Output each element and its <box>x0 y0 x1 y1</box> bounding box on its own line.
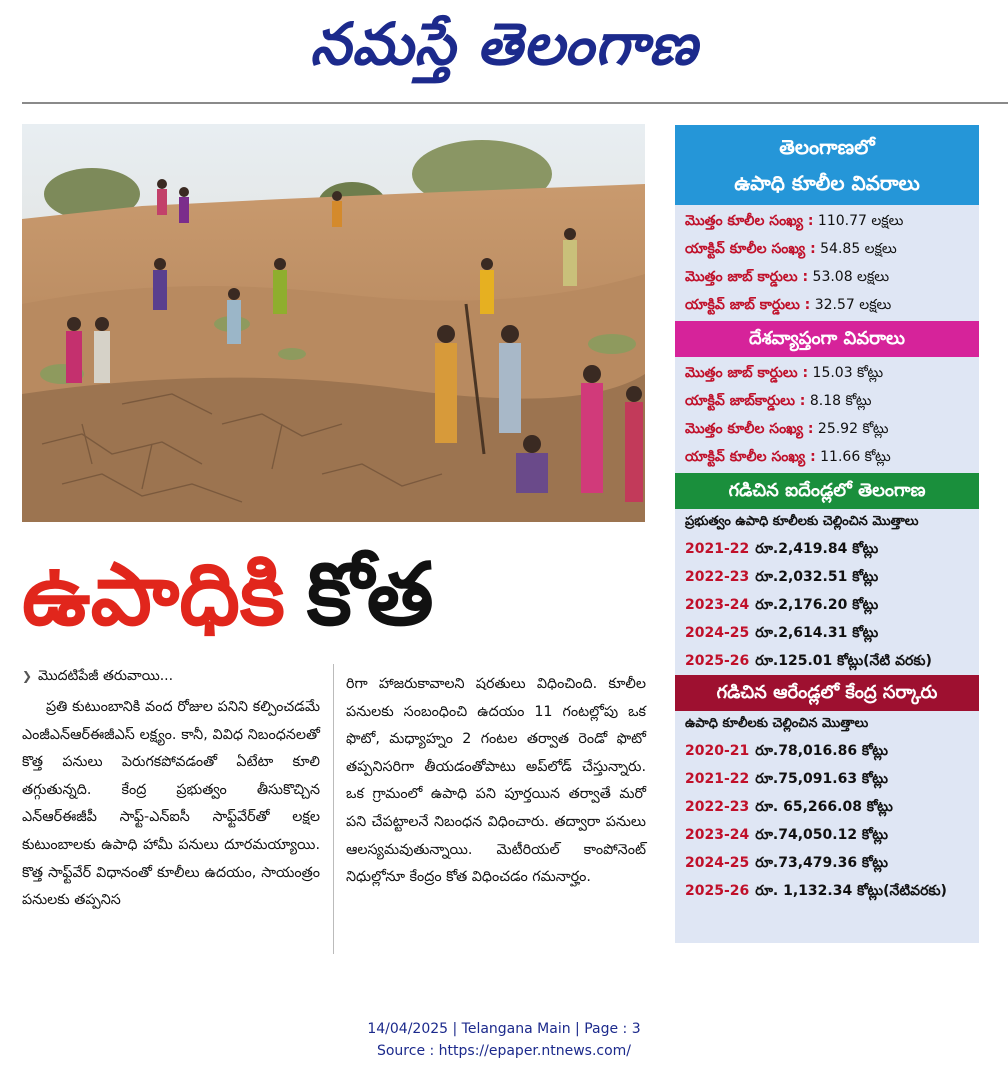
year: 2023-24 <box>685 827 750 843</box>
year-row <box>675 821 979 849</box>
year: 2024-25 <box>685 855 750 871</box>
masthead-title: నమస్తే తెలంగాణ <box>310 10 698 78</box>
footer-source-link[interactable]: Source : https://epaper.ntnews.com/ <box>376 1043 632 1059</box>
amount: రూ.2,614.31 కోట్లు <box>755 625 879 641</box>
year-row <box>675 591 979 619</box>
section4-header: గడిచిన ఆరేండ్లలో కేంద్ర సర్కారు <box>675 675 979 711</box>
section3-header: గడిచిన ఐదేండ్లలో తెలంగాణ <box>675 473 979 509</box>
stat-value: 110.77 లక్షలు <box>817 213 904 229</box>
section3-caption: ప్రభుత్వం ఉపాధి కూలీలకు చెల్లించిన మొత్తాలు <box>685 514 919 529</box>
section1-stats <box>675 205 979 321</box>
amount: రూ. 1,132.34 కోట్లు(నేటివరకు) <box>755 883 947 899</box>
amount: రూ.73,479.36 కోట్లు <box>755 855 888 871</box>
year-row <box>675 563 979 591</box>
year-row <box>675 535 979 563</box>
stat-label: మొత్తం కూలీల సంఖ్య : <box>685 421 814 437</box>
footer-edition-info: 14/04/2025 | Telangana Main | Page : 3 <box>367 1021 641 1037</box>
year-row <box>675 877 979 905</box>
year-row <box>675 647 979 675</box>
article-col1-text: ప్రతి కుటుంబానికి వంద రోజుల పనిని కల్పించడమే ఎంజీఎన్ఆర్ఈజీఎస్ లక్ష్యం. కానీ, వివిధ నిబంధనలతో కొత్త పనులు పెరుగకపోవడంతో ఏటేటా కూలి తగ్గుతున్నది. కేంద్ర ప్రభుత్వం తీసుకొచ్చిన ఎన్ఆర్ఈజీపీ సాఫ్ట్-ఎన్ఐసీ సాఫ్ట్‌వేర్‌తో లక్షల కుటుంబాలకు ఉపాధి హామీ పనులు దూరమయ్యాయి. కొత్త సాఫ్ట్‌వేర్ విధానంతో కూలీలు ఉదయం, సాయంత్రం పనులకు తప్పనిస <box>22 699 320 909</box>
continued-text: మొదటిపేజీ తరువాయి... <box>38 668 174 684</box>
stat-row <box>685 263 979 291</box>
amount: రూ.2,419.84 కోట్లు <box>755 541 879 557</box>
stat-row <box>685 359 979 387</box>
stat-value: 32.57 లక్షలు <box>814 297 892 313</box>
headline-part2: కోత <box>306 545 434 645</box>
stat-row <box>685 387 979 415</box>
year: 2021-22 <box>685 541 750 557</box>
chevron-right-icon: ❯ <box>22 669 33 683</box>
year: 2023-24 <box>685 597 750 613</box>
year: 2021-22 <box>685 771 750 787</box>
masthead <box>0 0 1008 100</box>
headline <box>22 540 645 650</box>
section4-caption: ఉపాధి కూలీలకు చెల్లించిన మొత్తాలు <box>685 716 869 731</box>
stat-label: యాక్టివ్ కూలీల సంఖ్య : <box>685 241 816 257</box>
amount: రూ.2,032.51 కోట్లు <box>755 569 879 585</box>
amount: రూ.125.01 కోట్లు(నేటి వరకు) <box>755 653 932 669</box>
section1-title-line2: ఉపాధి కూలీల వివరాలు <box>734 171 920 195</box>
article-photo <box>22 124 645 522</box>
article-column-1 <box>22 694 320 915</box>
year-row <box>675 849 979 877</box>
section2-header: దేశవ్యాప్తంగా వివరాలు <box>675 321 979 357</box>
stat-row <box>685 415 979 443</box>
amount: రూ.74,050.12 కోట్లు <box>755 827 888 843</box>
year-row <box>675 737 979 765</box>
year: 2020-21 <box>685 743 750 759</box>
amount: రూ.2,176.20 కోట్లు <box>755 597 879 613</box>
stat-value: 11.66 కోట్లు <box>820 449 891 465</box>
stat-label: యాక్టివ్ జాబ్ కార్డులు : <box>685 297 811 313</box>
section1-header <box>675 125 979 205</box>
article-column-2 <box>346 671 646 892</box>
stat-value: 53.08 లక్షలు <box>812 269 890 285</box>
stat-row <box>685 235 979 263</box>
headline-part1: ఉపాధికి <box>22 545 285 645</box>
facts-sidebar <box>675 125 979 943</box>
stat-label: యాక్టివ్ జాబ్‌కార్డులు : <box>685 393 806 409</box>
amount: రూ. 65,266.08 కోట్లు <box>755 799 893 815</box>
continued-label <box>22 664 332 688</box>
column-divider <box>333 664 334 954</box>
workers-photo-illustration <box>22 124 645 522</box>
year: 2022-23 <box>685 569 750 585</box>
stat-row <box>685 291 979 319</box>
section2-stats <box>675 357 979 473</box>
page-footer <box>0 1018 1008 1062</box>
stat-label: యాక్టివ్ కూలీల సంఖ్య : <box>685 449 816 465</box>
stat-row <box>685 443 979 471</box>
stat-value: 8.18 కోట్లు <box>809 393 872 409</box>
year: 2025-26 <box>685 653 750 669</box>
masthead-rule <box>22 102 1008 104</box>
stat-label: మొత్తం జాబ్ కార్డులు : <box>685 365 809 381</box>
year-row <box>675 793 979 821</box>
year-row <box>675 765 979 793</box>
article-col2-text: రిగా హాజరుకావాలని షరతులు విధించింది. కూలీల పనులకు సంబంధించి ఉదయం 11 గంటల్లోపు ఒక ఫొటో, మధ్యాహ్నం 2 గంటల తర్వాత రెండో ఫొటో తప్పనిసరిగా తీయడంతోపాటు అప్‌లోడ్ చేస్తున్నారు. ఒక గ్రామంలో ఉపాధి పని పూర్తయిన తర్వాతే మరో పని చేపట్టాలనే నిబంధన విధించారు. తద్వారా పనులు ఆలస్యమవుతున్నాయి. మెటీరియల్ కాంపోనెంట్ నిధుల్లోనూ కేంద్రం కోత విధించడం గమనార్హం. <box>346 676 646 886</box>
section1-title-line1: తెలంగాణలో <box>779 135 875 159</box>
stat-row <box>685 207 979 235</box>
year: 2022-23 <box>685 799 750 815</box>
stat-value: 25.92 కోట్లు <box>817 421 889 437</box>
amount: రూ.75,091.63 కోట్లు <box>755 771 888 787</box>
stat-value: 54.85 లక్షలు <box>820 241 897 257</box>
year-row <box>675 619 979 647</box>
stat-value: 15.03 కోట్లు <box>812 365 884 381</box>
year: 2025-26 <box>685 883 750 899</box>
stat-label: మొత్తం జాబ్ కార్డులు : <box>685 269 809 285</box>
amount: రూ.78,016.86 కోట్లు <box>755 743 888 759</box>
year: 2024-25 <box>685 625 750 641</box>
stat-label: మొత్తం కూలీల సంఖ్య : <box>685 213 814 229</box>
